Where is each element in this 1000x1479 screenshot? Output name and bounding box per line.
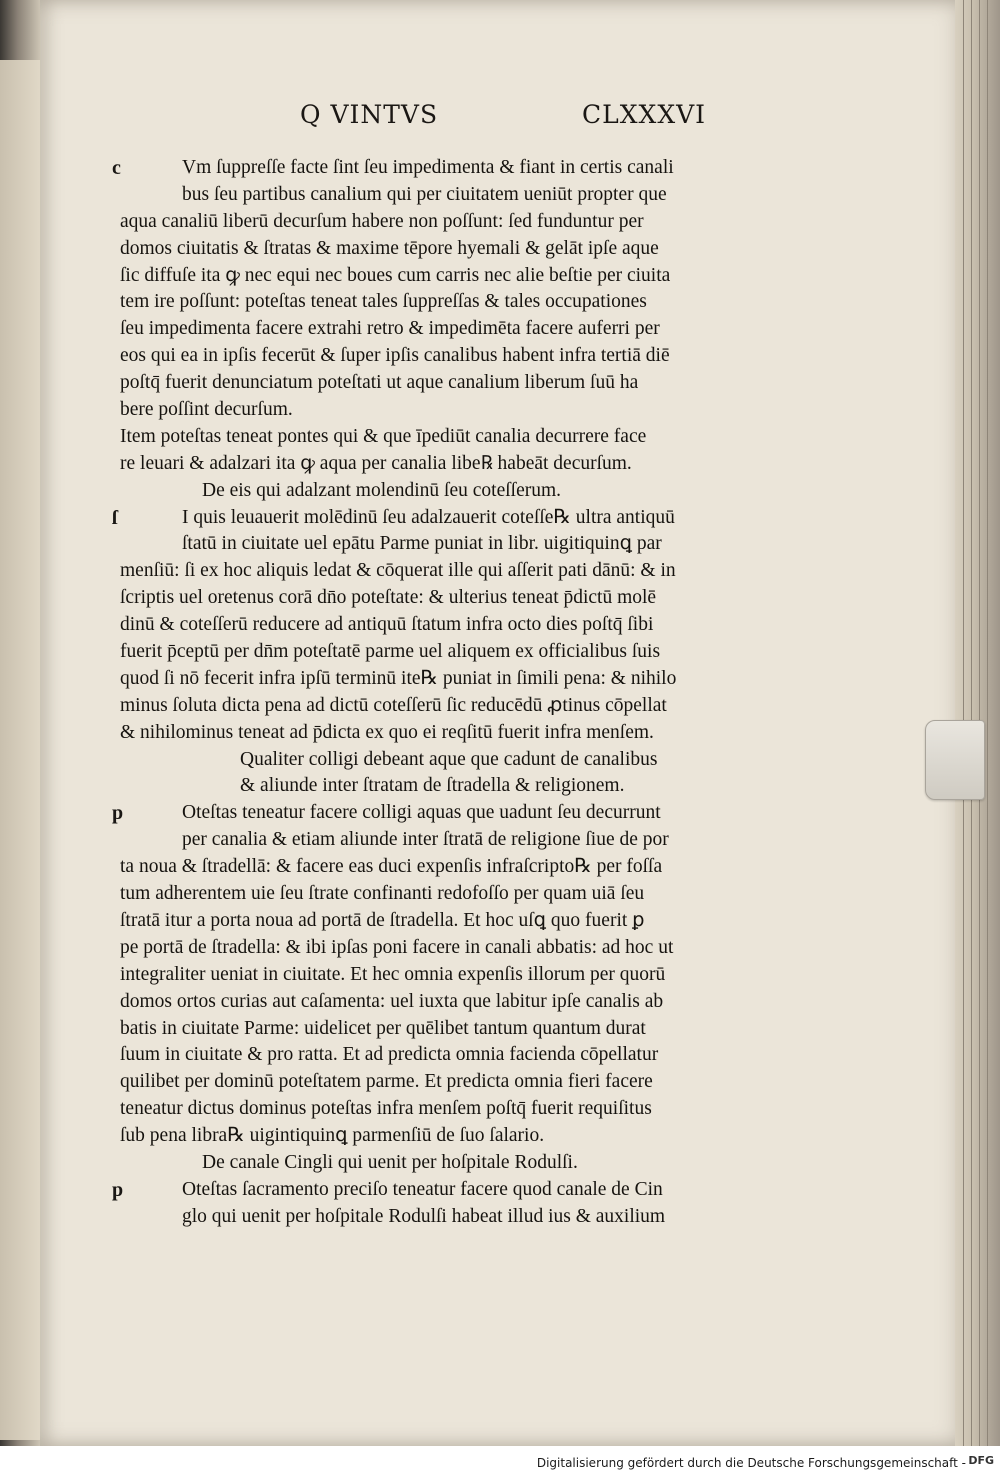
text-line xyxy=(120,558,720,585)
line-text: domos ciuitatis & ſtratas & maxime tēpore hyemali & gelāt ipſe aque xyxy=(120,237,659,259)
line-text: Vm ſuppreſſe facte ſint ſeu impedimenta & fiant in certis canali xyxy=(182,157,674,178)
line-text: eos qui ea in ipſis fecerūt & ſuper ipſis canalibus habent infra tertiā diē xyxy=(120,345,670,367)
book-clip xyxy=(925,720,985,800)
section-heading xyxy=(120,1150,720,1177)
footer-bar xyxy=(0,1446,1000,1479)
line-text: domos ortos curias aut caſamenta: uel iuxta que labitur ipſe canalis ab xyxy=(120,990,664,1012)
line-text: Qualiter colligi debeant aque que cadunt de canalibus xyxy=(240,748,658,770)
line-text: minus ſoluta dicta pena ad dictū coteſſerū ſic reducēdū ꝓtinus cōpellat xyxy=(120,694,667,716)
text-line xyxy=(120,289,720,316)
running-title: Q VINTVS xyxy=(300,100,439,129)
text-line xyxy=(120,720,720,747)
text-line xyxy=(120,209,720,236)
line-text: ta noua & ſtradellā: & facere eas duci expenſis infraſcripto℞ per foſſa xyxy=(120,856,663,878)
text-line xyxy=(120,1042,720,1069)
line-text: re leuari & adalzari ita ꝙ aqua per canalia libe℞ habeāt decurſum. xyxy=(120,452,632,474)
text-line xyxy=(120,666,720,693)
line-text: ſtatū in ciuitate uel epātu Parme puniat in libr. uigitiquinꝗ par xyxy=(182,533,662,555)
text-line xyxy=(120,397,720,424)
text-line xyxy=(120,182,720,209)
line-text: bere poſſint decurſum. xyxy=(120,399,293,421)
line-text: bus ſeu partibus canalium qui per ciuitatem ueniūt propter que xyxy=(182,183,667,205)
text-line xyxy=(120,1069,720,1096)
text-line xyxy=(112,505,720,532)
text-line xyxy=(120,854,720,881)
line-text: I quis leuauerit molēdinū ſeu adalzauerit coteſſe℞ ultra antiquū xyxy=(182,506,675,528)
line-text: Oteſtas ſacramento preciſo teneatur facere quod canale de Cin xyxy=(182,1178,663,1200)
folio-number: CLXXXVI xyxy=(582,100,707,129)
dfg-logo: DFG xyxy=(968,1454,994,1467)
text-line xyxy=(120,881,720,908)
text-line xyxy=(112,155,720,182)
text-line xyxy=(120,531,720,558)
line-text: integraliter ueniat in ciuitate. Et hec omnia expenſis illorum per quorū xyxy=(120,963,666,985)
line-text: De canale Cingli qui uenit per hoſpitale Rodulſi. xyxy=(202,1151,578,1173)
text-line xyxy=(120,639,720,666)
text-line xyxy=(120,263,720,290)
line-text: quilibet per dominū poteſtatem parme. Et predicta omnia fieri facere xyxy=(120,1071,653,1093)
line-text: dinū & coteſſerū reducere ad antiquū ſtatum infra octo dies poſtq̄ ſibi xyxy=(120,614,654,636)
text-line xyxy=(120,370,720,397)
line-text: batis in ciuitate Parme: uidelicet per quēlibet tantum quantum durat xyxy=(120,1017,646,1039)
line-text: Item poteſtas teneat pontes qui & que īpediūt canalia decurrere face xyxy=(120,425,647,447)
body-text xyxy=(112,155,720,1231)
text-line xyxy=(120,1204,720,1231)
section-heading xyxy=(120,747,720,774)
line-text: aqua canaliū liberū decurſum habere non poſſunt: ſed funduntur per xyxy=(120,210,644,232)
text-line xyxy=(120,343,720,370)
digitization-credit: Digitalisierung gefördert durch die Deutsche Forschungsgemeinschaft - xyxy=(536,1456,966,1470)
line-text: ſtratā itur a porta noua ad portā de ſtradella. Et hoc uſꝗ quo fuerit ꝑ xyxy=(120,909,645,931)
line-text: & aliunde inter ſtratam de ſtradella & religionem. xyxy=(240,775,625,797)
text-line xyxy=(120,935,720,962)
line-text: ſeu impedimenta facere extrahi retro & impedimēta facere auferri per xyxy=(120,318,660,340)
line-text: glo qui uenit per hoſpitale Rodulſi habeat illud ius & auxilium xyxy=(182,1205,666,1227)
text-line xyxy=(120,236,720,263)
section-heading xyxy=(120,773,720,800)
text-line xyxy=(120,316,720,343)
guide-letter: p xyxy=(112,802,124,825)
line-text: pe portā de ſtradella: & ibi ipſas poni facere in canali abbatis: ad hoc ut xyxy=(120,936,674,958)
line-text: De eis qui adalzant molendinū ſeu coteſſerum. xyxy=(202,479,562,501)
text-line xyxy=(120,612,720,639)
guide-letter: c xyxy=(112,157,121,179)
text-line xyxy=(112,800,720,827)
line-text: ſub pena libra℞ uigintiquinꝗ parmenſiū de ſuo ſalario. xyxy=(120,1125,545,1147)
page-header xyxy=(0,100,1000,140)
text-line xyxy=(120,424,720,451)
line-text: ſic diffuſe ita ꝙ nec equi nec boues cum carris nec alie beſtie per ciuita xyxy=(120,264,671,286)
line-text: ſcriptis uel oretenus corā dn̄o poteſtate: & ulterius teneat p̄dictū molē xyxy=(120,587,657,609)
text-line xyxy=(120,585,720,612)
line-text: teneatur dictus dominus poteſtas infra menſem poſtq̄ fuerit requiſitus xyxy=(120,1098,652,1120)
text-line xyxy=(112,1177,720,1204)
line-text: tem ire poſſunt: poteſtas teneat tales ſuppreſſas & tales occupationes xyxy=(120,291,647,313)
text-line xyxy=(120,1123,720,1150)
text-line xyxy=(120,827,720,854)
line-text: ſuum in ciuitate & pro ratta. Et ad predicta omnia facienda cōpellatur xyxy=(120,1044,659,1066)
line-text: per canalia & etiam aliunde inter ſtratā de religione ſiue de por xyxy=(182,829,669,851)
guide-letter: ſ xyxy=(112,506,118,529)
line-text: tum adherentem uie ſeu ſtrate confinanti redofoſſo per quam uiā ſeu xyxy=(120,883,645,905)
text-line xyxy=(120,1016,720,1043)
text-line xyxy=(120,1096,720,1123)
line-text: fuerit p̄ceptū per dn̄m poteſtatē parme uel aliquem ex officialibus ſuis xyxy=(120,641,661,663)
line-text: quod ſi nō fecerit infra ipſū terminū ite℞ puniat in ſimili pena: & nihilo xyxy=(120,667,677,689)
text-line xyxy=(120,908,720,935)
line-text: & nihilominus teneat ad p̄dicta ex quo ei reqſitū fuerit infra menſem. xyxy=(120,721,654,743)
section-heading xyxy=(120,478,720,505)
text-line xyxy=(120,451,720,478)
guide-letter: p xyxy=(112,1178,124,1201)
line-text: poſtq̄ fuerit denunciatum poteſtati ut aque canalium liberum ſuū ha xyxy=(120,372,639,394)
text-line xyxy=(120,693,720,720)
text-line xyxy=(120,989,720,1016)
line-text: Oteſtas teneatur facere colligi aquas que uadunt ſeu decurrunt xyxy=(182,802,661,824)
line-text: menſiū: ſi ex hoc aliquis ledat & cōquerat ille qui aſſerit pati dānū: & in xyxy=(120,560,676,582)
text-line xyxy=(120,962,720,989)
